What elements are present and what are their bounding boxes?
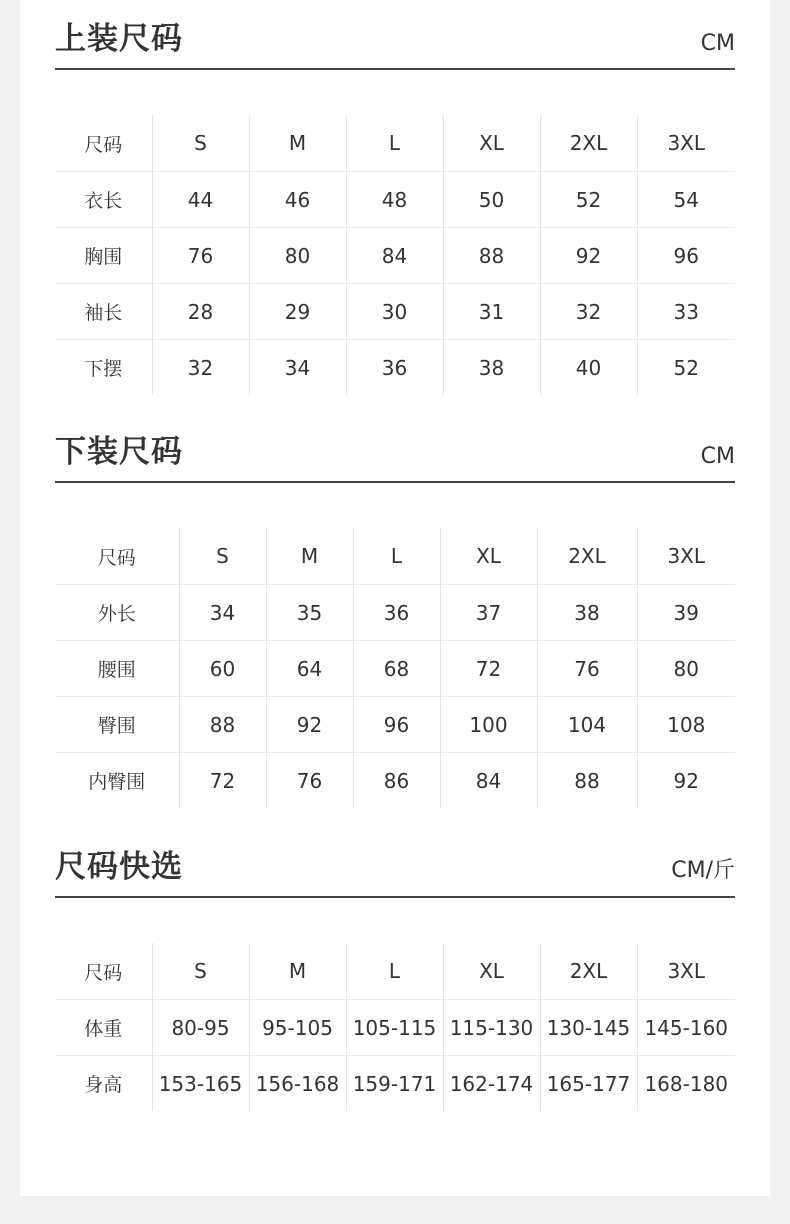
table-row (55, 1056, 735, 1112)
header-cell: 3XL (637, 115, 735, 172)
table-cell: 165-177 (540, 1056, 637, 1112)
table-cell: 50 (443, 172, 540, 228)
table-cell: 32 (540, 284, 637, 340)
table-cell: 100 (440, 697, 537, 753)
table-cell: 28 (152, 284, 249, 340)
table-row (55, 228, 735, 284)
table-cell: 68 (353, 641, 440, 697)
row-label: 臀围 (97, 715, 136, 737)
header-cell: M (249, 943, 346, 1000)
table-row (55, 585, 735, 641)
table-cell: 34 (249, 340, 346, 396)
table-cell: 130-145 (540, 1000, 637, 1056)
header-cell: 3XL (637, 528, 735, 585)
table-cell: 96 (353, 697, 440, 753)
table-cell: 145-160 (637, 1000, 735, 1056)
table-cell: 36 (346, 340, 443, 396)
table-row (55, 172, 735, 228)
table-cell: 44 (152, 172, 249, 228)
table-cell: 84 (440, 753, 537, 809)
table-cell: 52 (540, 172, 637, 228)
tops-section-title: 上装尺码 (55, 21, 183, 57)
table-cell: 104 (537, 697, 637, 753)
table-cell: 168-180 (637, 1056, 735, 1112)
row-label: 内臀围 (88, 771, 146, 793)
table-cell: 40 (540, 340, 637, 396)
table-cell: 33 (637, 284, 735, 340)
header-cell: 尺码 (84, 133, 123, 156)
table-cell: 76 (266, 753, 353, 809)
row-label: 下摆 (84, 358, 123, 380)
table-cell: 39 (637, 585, 735, 641)
header-cell: L (346, 115, 443, 172)
table-cell: 88 (443, 228, 540, 284)
table-cell: 64 (266, 641, 353, 697)
table-cell: 35 (266, 585, 353, 641)
header-cell: 尺码 (84, 961, 123, 984)
table-cell: 88 (179, 697, 266, 753)
header-cell: 3XL (637, 943, 735, 1000)
table-row (55, 697, 735, 753)
table-cell: 92 (266, 697, 353, 753)
bottoms-section-title: 下装尺码 (55, 434, 183, 470)
table-cell: 76 (537, 641, 637, 697)
bottoms-section-header (55, 413, 735, 483)
header-cell: 2XL (537, 528, 637, 585)
table-cell: 76 (152, 228, 249, 284)
table-row (55, 340, 735, 396)
table-header-row (55, 943, 735, 1000)
header-cell: 2XL (540, 943, 637, 1000)
table-cell: 48 (346, 172, 443, 228)
bottoms-size-table (55, 528, 735, 808)
table-cell: 54 (637, 172, 735, 228)
table-cell: 153-165 (152, 1056, 249, 1112)
row-label: 外长 (97, 603, 136, 625)
header-cell: 尺码 (97, 546, 136, 569)
header-cell: 2XL (540, 115, 637, 172)
table-cell: 52 (637, 340, 735, 396)
table-cell: 72 (440, 641, 537, 697)
table-cell: 38 (537, 585, 637, 641)
row-label: 腰围 (97, 659, 136, 681)
table-cell: 92 (637, 753, 735, 809)
table-cell: 162-174 (443, 1056, 540, 1112)
table-cell: 88 (537, 753, 637, 809)
header-cell: XL (443, 115, 540, 172)
table-cell: 80 (637, 641, 735, 697)
row-label: 体重 (84, 1018, 123, 1040)
row-label: 衣长 (84, 190, 123, 212)
table-cell: 105-115 (346, 1000, 443, 1056)
header-cell: M (266, 528, 353, 585)
tops-unit-label: CM (700, 31, 735, 56)
table-row (55, 1000, 735, 1056)
table-cell: 31 (443, 284, 540, 340)
header-cell: L (353, 528, 440, 585)
header-cell: L (346, 943, 443, 1000)
table-cell: 38 (443, 340, 540, 396)
table-cell: 30 (346, 284, 443, 340)
table-cell: 72 (179, 753, 266, 809)
quick-size-table (55, 943, 735, 1111)
header-cell: XL (440, 528, 537, 585)
header-cell: S (179, 528, 266, 585)
row-label: 胸围 (84, 246, 123, 268)
table-row (55, 753, 735, 809)
table-row (55, 284, 735, 340)
table-cell: 115-130 (443, 1000, 540, 1056)
row-label: 身高 (84, 1074, 123, 1096)
table-cell: 46 (249, 172, 346, 228)
table-cell: 95-105 (249, 1000, 346, 1056)
table-cell: 86 (353, 753, 440, 809)
table-cell: 32 (152, 340, 249, 396)
header-cell: S (152, 115, 249, 172)
table-cell: 159-171 (346, 1056, 443, 1112)
table-cell: 92 (540, 228, 637, 284)
table-cell: 108 (637, 697, 735, 753)
quick-section-title: 尺码快选 (55, 849, 183, 885)
table-row (55, 641, 735, 697)
header-cell: M (249, 115, 346, 172)
quick-unit-label: CM/斤 (671, 858, 735, 883)
table-header-row (55, 528, 735, 585)
table-cell: 37 (440, 585, 537, 641)
table-cell: 96 (637, 228, 735, 284)
tops-size-table (55, 115, 735, 395)
table-cell: 36 (353, 585, 440, 641)
tops-section-header (55, 0, 735, 70)
header-cell: S (152, 943, 249, 1000)
table-header-row (55, 115, 735, 172)
bottoms-unit-label: CM (700, 444, 735, 469)
table-cell: 34 (179, 585, 266, 641)
row-label: 袖长 (84, 302, 123, 324)
table-cell: 80-95 (152, 1000, 249, 1056)
table-cell: 156-168 (249, 1056, 346, 1112)
table-cell: 29 (249, 284, 346, 340)
table-cell: 60 (179, 641, 266, 697)
header-cell: XL (443, 943, 540, 1000)
table-cell: 80 (249, 228, 346, 284)
quick-section-header (55, 828, 735, 898)
table-cell: 84 (346, 228, 443, 284)
